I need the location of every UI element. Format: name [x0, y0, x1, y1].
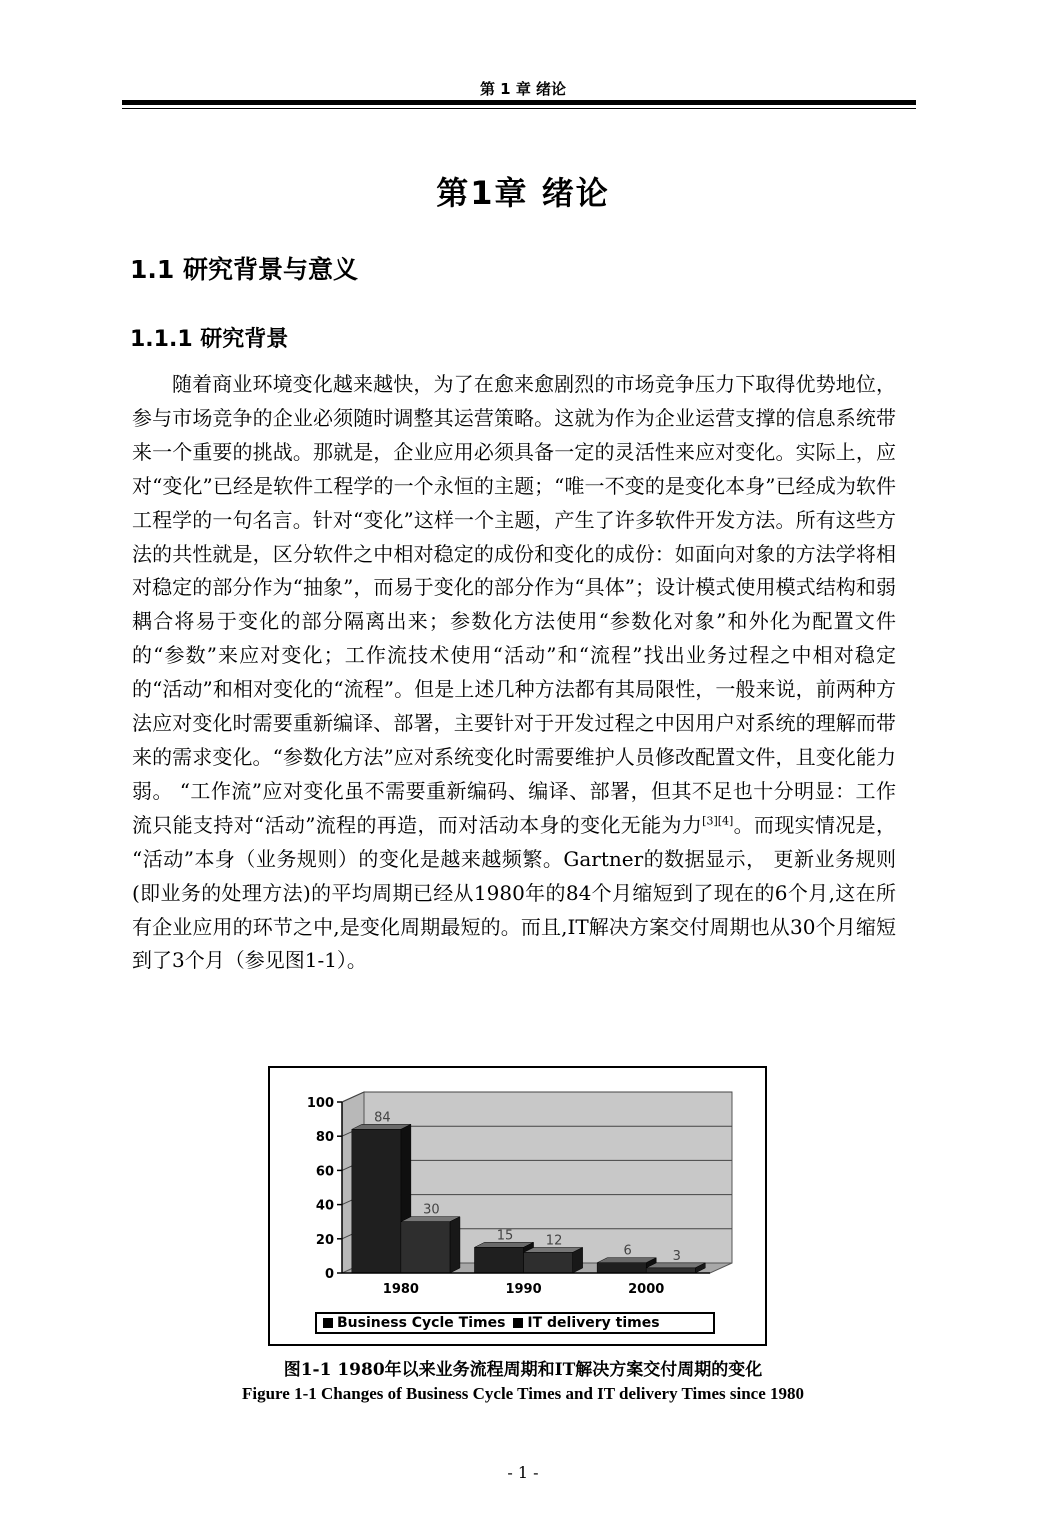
y-tick-label: 100	[306, 1096, 334, 1111]
chapter-title: 第1章 绪论	[436, 174, 610, 212]
legend-item-business	[323, 1315, 505, 1331]
y-tick-label: 20	[315, 1232, 334, 1248]
legend-swatch-it	[513, 1318, 523, 1328]
subsection-heading: 1.1.1 研究背景	[130, 327, 289, 352]
x-tick-label: 1980	[382, 1282, 419, 1297]
bar	[352, 1129, 401, 1273]
bar-value-label: 3	[672, 1248, 681, 1264]
body-text-part2: 。而现实情况是， “活动”本身（业务规则）的变化是越来越频繁。Gartner的数据显示， 更新业务规则(即业务的处理方法)的平均周期已经从1980年的84个月缩短到了现在的6个月,这在所有企业应用的环节之中,是变化周期最短的。而且,IT解决方案交付周期也从30个月缩短到了3个月（参见图1-1）。	[132, 812, 897, 973]
bar-value-label: 84	[374, 1110, 391, 1126]
legend-item-it	[513, 1315, 659, 1331]
figure-caption-en: Figure 1-1 Changes of Business Cycle Times and IT delivery Times since 1980	[242, 1384, 804, 1403]
bar-value-label: 6	[623, 1243, 632, 1259]
chart-legend	[315, 1312, 715, 1334]
citation[interactable]: [3][4]	[702, 814, 734, 828]
y-tick-label: 80	[315, 1130, 334, 1146]
legend-label-it: IT delivery times	[527, 1315, 660, 1331]
figure-chart	[268, 1066, 767, 1346]
running-head: 第 1 章 绪论	[479, 80, 567, 98]
body-text-part1: 随着商业环境变化越来越快，为了在愈来愈剧烈的市场竞争压力下取得优势地位，参与市场竞争的企业必须随时调整其运营策略。这就为作为企业运营支撑的信息系统带来一个重要的挑战。那就是，企业应用必须具备一定的灵活性来应对变化。实际上，应对“变化”已经是软件工程学的一个永恒的主题；“唯一不变的是变化本身”已经成为软件工程学的一句名言。针对“变化”这样一个主题，产生了许多软件开发方法。所有这些方法的共性就是，区分软件之中相对稳定的成份和变化的成份：如面向对象的方法学将相对稳定的部分作为“抽象”，而易于变化的部分作为“具体”；设计模式使用模式结构和弱耦合将易于变化的部分隔离出来；参数化方法使用“参数化对象”和外化为配置文件的“参数”来应对变化；工作流技术使用“活动”和“流程”找出业务过程之中相对稳定的“活动”和相对变化的“流程”。但是上述几种方法都有其局限性，一般来说，前两种方法应对变化时需要重新编译、部署，主要针对于开发过程之中因用户对系统的理解而带来的需求变化。“参数化方法”应对系统变化时需要维护人员修改配置文件，且变化能力弱。 “工作流”应对变化虽不需要重新编码、编译、部署，但其不足也十分明显：工作流只能支持对“活动”流程的再造，而对活动本身的变化无能为力	[132, 372, 896, 837]
y-tick-label: 60	[315, 1164, 334, 1180]
page-number: - 1 -	[507, 1463, 539, 1482]
body-paragraph	[132, 368, 896, 978]
bar	[401, 1222, 450, 1273]
header-rule-thick	[122, 100, 916, 105]
y-tick-label: 40	[315, 1198, 334, 1214]
legend-label-business: Business Cycle Times	[337, 1315, 506, 1331]
header-rule-thin	[122, 108, 916, 109]
bar	[597, 1263, 646, 1273]
bar	[474, 1247, 523, 1273]
section-heading: 1.1 研究背景与意义	[130, 255, 358, 284]
bar-value-label: 30	[423, 1202, 440, 1218]
bar-side-face	[450, 1217, 460, 1273]
bar	[524, 1252, 573, 1273]
legend-swatch-business	[323, 1318, 333, 1328]
bar-value-label: 15	[496, 1228, 514, 1244]
bar-value-label: 12	[545, 1233, 563, 1249]
bar	[646, 1268, 695, 1273]
x-tick-label: 1990	[505, 1282, 542, 1297]
y-tick-label: 0	[324, 1267, 334, 1282]
x-tick-label: 2000	[628, 1282, 665, 1297]
bar-chart	[270, 1068, 765, 1308]
figure-caption-cn: 图1-1 1980年以来业务流程周期和IT解决方案交付周期的变化	[283, 1360, 763, 1380]
